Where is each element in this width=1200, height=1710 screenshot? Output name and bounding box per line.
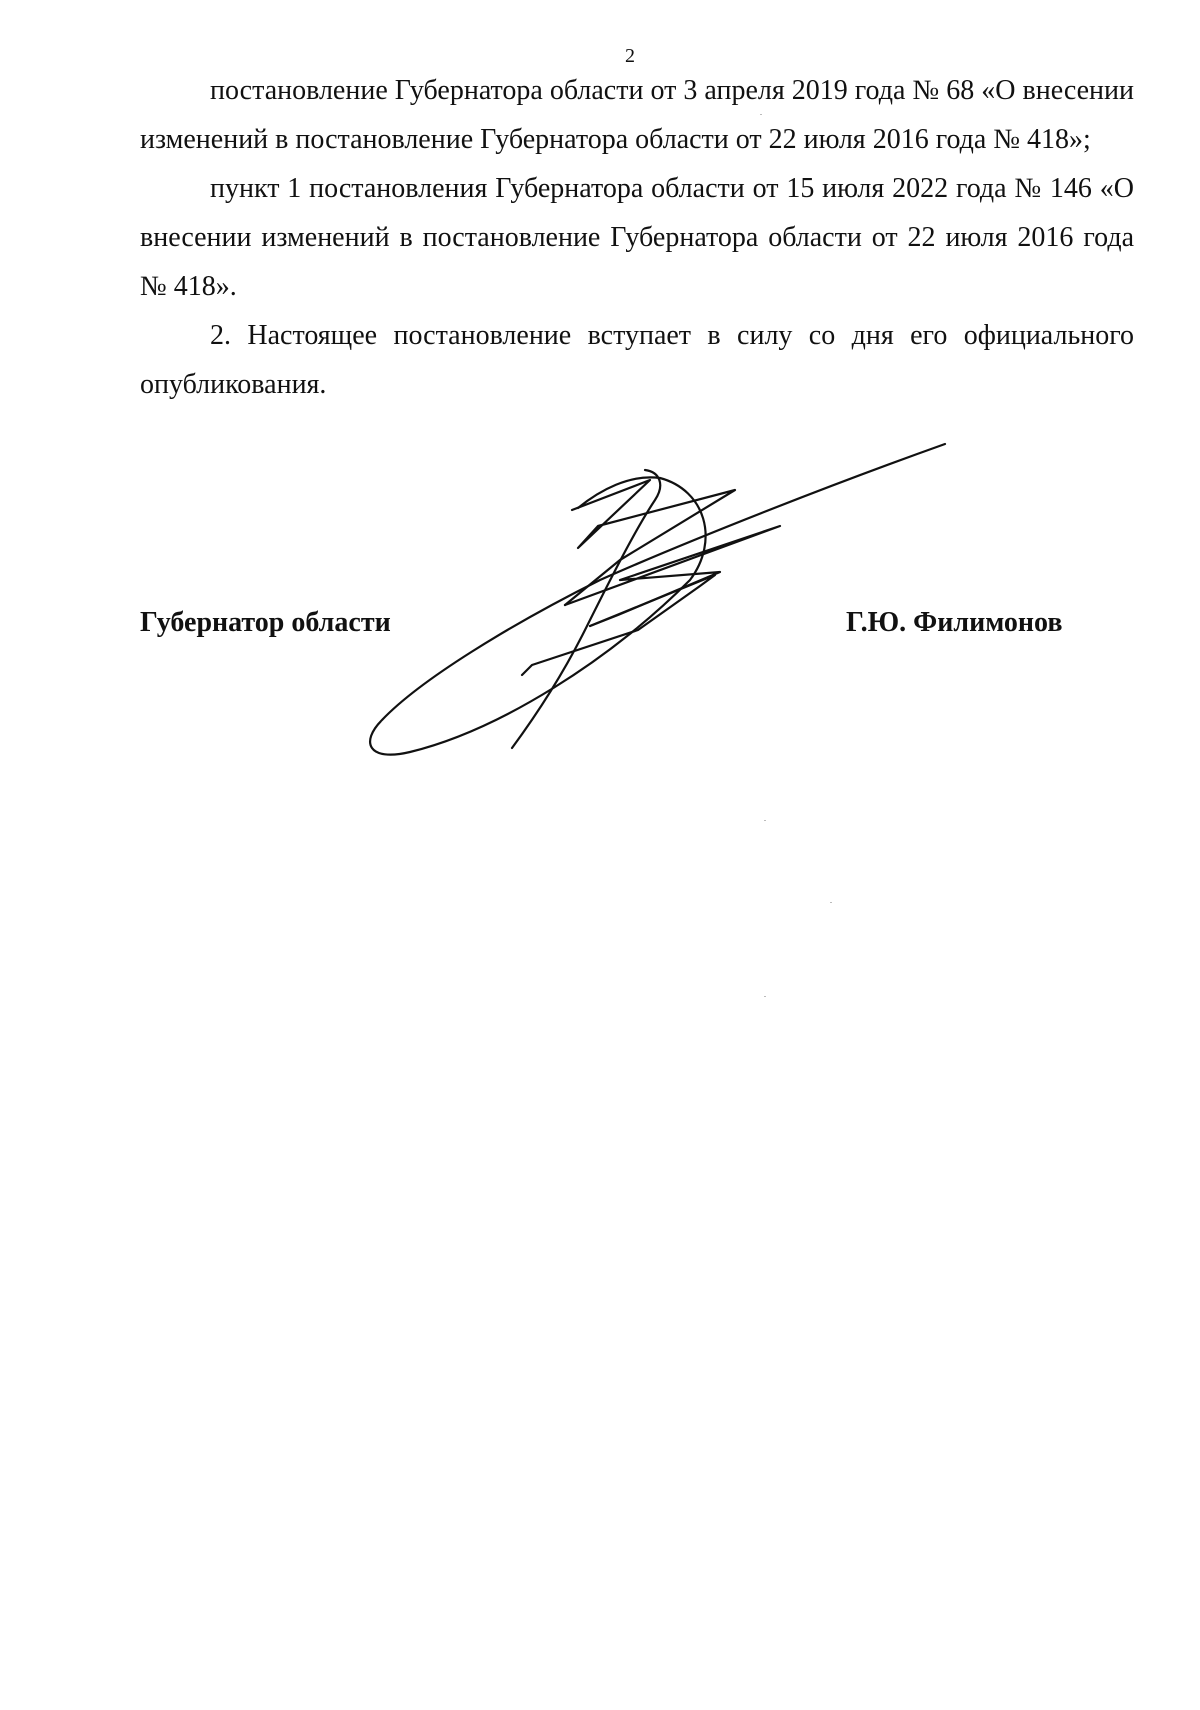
signatory-title: Губернатор области: [140, 607, 391, 638]
signature-zigzag-middle-stroke: [565, 526, 780, 626]
scan-speck: [764, 820, 766, 821]
document-body: [140, 66, 1134, 409]
signature-hook-stroke: [522, 575, 715, 675]
page-number: 2: [625, 45, 635, 67]
signatory-name: Г.Ю. Филимонов: [846, 607, 1063, 638]
scan-speck: [764, 996, 766, 997]
paragraph-1: постановление Губернатора области от 3 апреля 2019 года № 68 «О внесении изменений в постановление Губернатора области от 22 июля 2016 года № 418»;: [140, 75, 1134, 155]
handwritten-signature: [360, 430, 960, 770]
scan-speck: [830, 902, 832, 903]
signature-diagonal-stroke: [512, 470, 660, 748]
paragraph-3: 2. Настоящее постановление вступает в силу со дня его официального опубликования.: [140, 320, 1134, 400]
scan-speck: [760, 114, 762, 115]
paragraph-2: пункт 1 постановления Губернатора области от 15 июля 2022 года № 146 «О внесении изменений в постановление Губернатора области от 22 июля 2016 года № 418».: [140, 173, 1134, 302]
